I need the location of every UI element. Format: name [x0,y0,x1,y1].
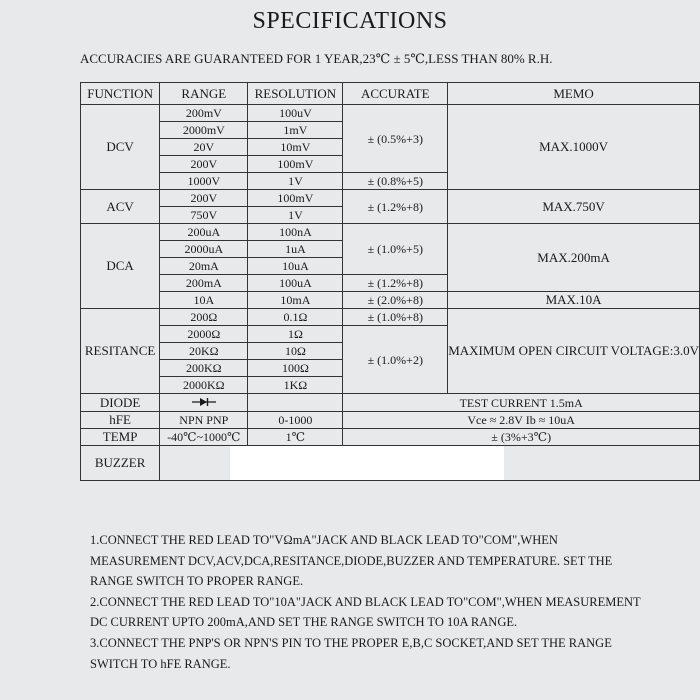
accuracy-cell: ± (2.0%+8) [343,292,448,309]
resolution-cell: 100Ω [248,360,343,377]
range-cell: 200V [160,156,248,173]
page-title: SPECIFICATIONS [252,8,448,34]
memo-cell: MAXIMUM OPEN CIRCUIT VOLTAGE:3.0V [448,309,700,394]
table-row [81,394,700,412]
header-accurate: ACCURATE [343,83,448,105]
function-buzzer: BUZZER [81,446,160,481]
diode-info-cell: TEST CURRENT 1.5mA [343,394,700,412]
range-cell: 10A [160,292,248,309]
resolution-cell: 1℃ [248,429,343,446]
resolution-cell: 0-1000 [248,412,343,429]
range-cell: 750V [160,207,248,224]
range-cell: 200Ω [160,309,248,326]
function-diode: DIODE [81,394,160,412]
resolution-cell: 1V [248,207,343,224]
accuracy-cell: ± (1.0%+8) [343,309,448,326]
instruction-item: 1.CONNECT THE RED LEAD TO"VΩmA"JACK AND BLACK LEAD TO"COM",WHEN MEASUREMENT DCV,ACV,DCA,RESITANCE,DIODE,BUZZER AND TEMPERATURE. SET THE RANGE SWITCH TO PROPER RANGE. [90,533,613,589]
range-cell: 1000V [160,173,248,190]
range-cell: 2000KΩ [160,377,248,394]
table-row [81,224,700,241]
function-dcv: DCV [81,105,160,190]
range-cell: 200mA [160,275,248,292]
range-cell: 200KΩ [160,360,248,377]
range-cell: 2000mV [160,122,248,139]
specifications-table [80,82,700,481]
resolution-cell: 10uA [248,258,343,275]
table-row [81,429,700,446]
resolution-cell: 100mV [248,190,343,207]
resolution-cell: 1Ω [248,326,343,343]
range-cell: -40℃~1000℃ [160,429,248,446]
function-dca: DCA [81,224,160,309]
resolution-cell: 10Ω [248,343,343,360]
range-cell: 2000Ω [160,326,248,343]
temp-info-cell: ± (3%+3℃) [343,429,700,446]
table-row [81,105,700,122]
resolution-cell [248,394,343,412]
resolution-cell: 1mV [248,122,343,139]
resolution-cell: 0.1Ω [248,309,343,326]
range-cell: 2000uA [160,241,248,258]
instruction-item: 3.CONNECT THE PNP'S OR NPN'S PIN TO THE PROPER E,B,C SOCKET,AND SET THE RANGE SWITCH TO hFE RANGE. [90,635,612,671]
function-resistance: RESITANCE [81,309,160,394]
header-function: FUNCTION [81,83,160,105]
function-hfe: hFE [81,412,160,429]
accuracy-cell: ± (1.0%+5) [343,224,448,275]
table-row [81,412,700,429]
resolution-cell: 100mV [248,156,343,173]
accuracy-cell: ± (1.2%+8) [343,275,448,292]
accuracy-cell: ± (0.5%+3) [343,105,448,173]
memo-cell: MAX.1000V [448,105,700,190]
range-cell: 20V [160,139,248,156]
range-cell: 200uA [160,224,248,241]
memo-cell: MAX.10A [448,292,700,309]
table-header-row [81,83,700,105]
accuracy-cell: ± (1.0%+2) [343,326,448,394]
range-cell: NPN PNP [160,412,248,429]
range-cell: 20mA [160,258,248,275]
accuracy-cell: ± (1.2%+8) [343,190,448,224]
buzzer-info-cell [160,446,700,481]
resolution-cell: 1KΩ [248,377,343,394]
resolution-cell: 1V [248,173,343,190]
function-temp: TEMP [81,429,160,446]
resolution-cell: 100uV [248,105,343,122]
header-range: RANGE [160,83,248,105]
table-row [81,190,700,207]
resolution-cell: 100nA [248,224,343,241]
table-row [81,309,700,326]
resolution-cell: 100uA [248,275,343,292]
accuracy-cell: ± (0.8%+5) [343,173,448,190]
function-acv: ACV [81,190,160,224]
instruction-item: 2.CONNECT THE RED LEAD TO"10A"JACK AND BLACK LEAD TO"COM",WHEN MEASUREMENT DC CURRENT UPTO 200mA,AND SET THE RANGE SWITCH TO 10A RANGE. [90,594,641,630]
diode-icon [192,395,216,411]
range-cell: 20KΩ [160,343,248,360]
resolution-cell: 10mV [248,139,343,156]
hfe-info-cell: Vce ≈ 2.8V Ib ≈ 10uA [343,412,700,429]
diode-symbol-cell [160,394,248,412]
resolution-cell: 1uA [248,241,343,258]
resolution-cell: 10mA [248,292,343,309]
header-resolution: RESOLUTION [248,83,343,105]
table-row [81,446,700,481]
range-cell: 200mV [160,105,248,122]
table-row [81,292,700,309]
header-memo: MEMO [448,83,700,105]
memo-cell: MAX.200mA [448,224,700,292]
memo-cell: MAX.750V [448,190,700,224]
redacted-box [230,446,504,480]
range-cell: 200V [160,190,248,207]
instructions [90,530,650,674]
accuracy-statement: ACCURACIES ARE GUARANTEED FOR 1 YEAR,23℃ ± 5℃,LESS THAN 80% R.H. [80,51,553,66]
